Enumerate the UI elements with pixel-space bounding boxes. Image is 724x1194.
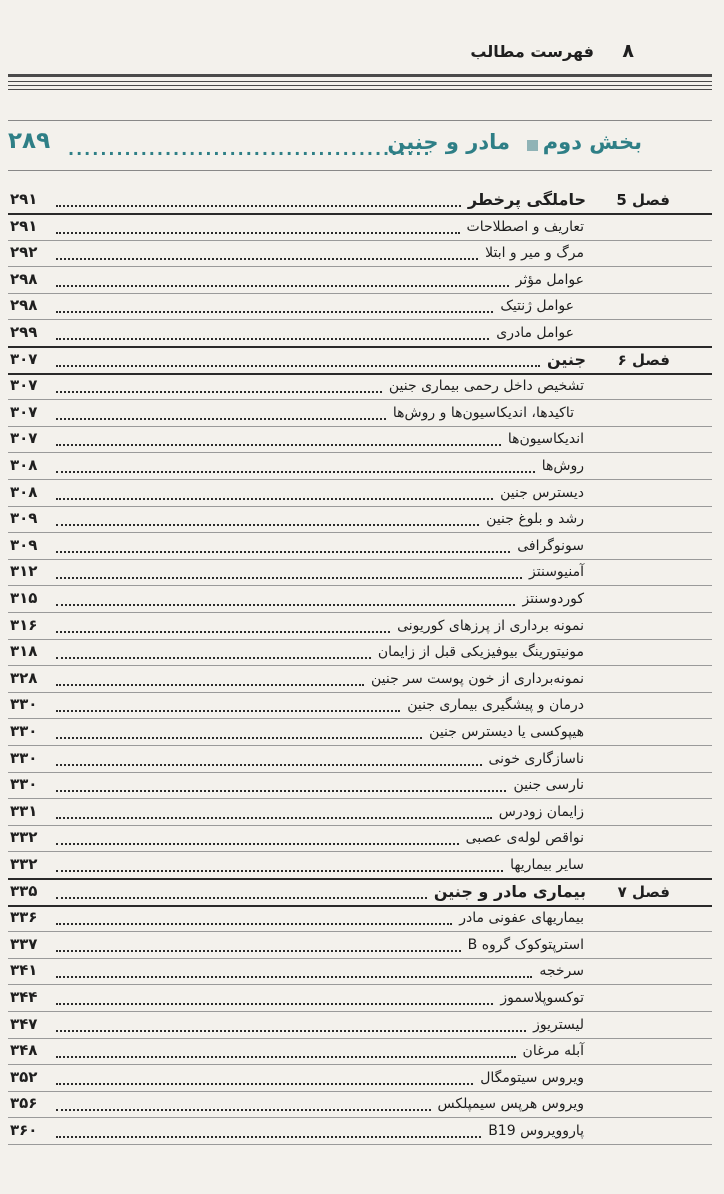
entry-page-number: ۳۰۸ [10,483,38,501]
row-divider [8,1117,712,1118]
dot-leader [56,203,461,207]
toc-entry[interactable] [0,773,724,799]
entry-title: آمنیوسنتز [526,564,584,580]
dot-leader [56,283,509,287]
row-divider [8,984,712,985]
entry-title: جنین [544,350,586,369]
header-rule-thin-2 [8,85,712,86]
dot-leader [56,336,489,340]
entry-page-number: ۳۴۸ [10,1041,38,1059]
row-divider [8,452,712,453]
entry-title: مرگ و میر و ابتلا [482,245,584,261]
toc-entry[interactable] [0,826,724,852]
page-number: ۸ [622,40,634,62]
entry-page-number: ۳۴۴ [10,988,38,1006]
running-head-title: فهرست مطالب [470,42,594,61]
dot-leader [56,522,479,526]
header-rule-thick [8,74,712,77]
dot-leader [56,1134,481,1138]
entry-page-number: ۳۶۰ [10,1121,38,1139]
entry-page-number: ۳۳۲ [10,855,38,873]
section-title: مادر و جنین [387,130,510,154]
dot-leader [56,496,493,500]
entry-page-number: ۳۰۹ [10,509,38,527]
entry-page-number: ۳۴۷ [10,1015,38,1033]
chapter-number: فصل 5 [616,191,670,209]
entry-page-number: ۲۹۱ [10,190,38,208]
dot-leader [56,442,501,446]
section-label: بخش دوم [542,130,642,154]
toc-chapter-entry[interactable] [0,880,724,906]
dot-leader [56,602,515,606]
entry-title: زایمان زودرس [496,804,584,820]
toc-entry[interactable] [0,614,724,640]
entry-title: دیسترس جنین [497,485,584,501]
row-divider [8,665,712,666]
entry-title: استرپتوکوک گروه B [465,937,584,953]
row-divider [8,319,712,320]
dot-leader [56,469,535,473]
entry-page-number: ۳۳۰ [10,695,38,713]
entry-page-number: ۳۳۰ [10,722,38,740]
toc-entry[interactable] [0,853,724,879]
running-head [0,40,724,70]
entry-title: سایر بیماریها [507,857,584,873]
entry-page-number: ۳۵۲ [10,1068,38,1086]
toc-entry[interactable] [0,747,724,773]
toc-entry[interactable] [0,215,724,241]
entry-page-number: ۳۴۱ [10,961,38,979]
entry-page-number: ۳۳۷ [10,935,38,953]
toc-entry[interactable] [0,1119,724,1145]
entry-title: پاروویروس B19 [485,1123,584,1139]
section-dot-leader: ............................................. [68,140,432,159]
dot-leader [56,1001,493,1005]
entry-title: ناسازگاری خونی [486,751,584,767]
entry-page-number: ۳۳۵ [10,882,38,900]
toc-entry[interactable] [0,1013,724,1039]
toc-entry[interactable] [0,906,724,932]
row-divider [8,851,712,852]
dot-leader [56,762,482,766]
entry-page-number: ۳۳۰ [10,749,38,767]
entry-title: بیماری مادر و جنین [431,882,586,901]
row-divider [8,266,712,267]
dot-leader [56,682,364,686]
toc-entry[interactable] [0,427,724,453]
toc-chapter-entry[interactable] [0,188,724,214]
dot-leader [56,815,492,819]
chapter-number: فصل ۷ [617,883,670,901]
entry-title: عوامل ژنتیک [497,298,574,314]
entry-title: اندیکاسیون‌ها [505,431,584,447]
toc-entry[interactable] [0,693,724,719]
header-rule-thin-1 [8,81,712,82]
entry-page-number: ۲۹۹ [10,323,38,341]
toc-entry[interactable] [0,587,724,613]
row-divider [8,479,712,480]
toc-chapter-entry[interactable] [0,348,724,374]
row-divider [8,931,712,932]
square-bullet-icon [527,140,538,151]
toc-entry[interactable] [0,321,724,347]
toc-entry[interactable] [0,933,724,959]
row-divider [8,1064,712,1065]
row-divider [8,798,712,799]
entry-title: توکسوپلاسموز [497,990,584,1006]
entry-page-number: ۲۹۱ [10,217,38,235]
toc-entry[interactable] [0,1039,724,1065]
entry-title: تعاریف و اصطلاحات [464,219,584,235]
toc-entry[interactable] [0,1092,724,1118]
row-divider [8,718,712,719]
entry-title: ویروس هرپس سیمپلکس [435,1096,584,1112]
header-rule-thin-3 [8,89,712,90]
toc-entry[interactable] [0,374,724,400]
entry-title: رشد و بلوغ جنین [483,511,584,527]
entry-page-number: ۳۳۱ [10,802,38,820]
entry-page-number: ۳۳۲ [10,828,38,846]
entry-title: مونیتورینگ بیوفیزیکی قبل از زایمان [375,644,584,660]
toc-entry[interactable] [0,1066,724,1092]
toc-entry[interactable] [0,720,724,746]
section-rule-top [8,120,712,121]
dot-leader [56,735,422,739]
dot-leader [56,363,540,367]
section-heading[interactable] [0,126,724,166]
entry-page-number: ۳۱۸ [10,642,38,660]
entry-page-number: ۳۰۷ [10,376,38,394]
dot-leader [56,895,427,899]
dot-leader [56,841,459,845]
dot-leader [56,575,522,579]
toc-entry[interactable] [0,268,724,294]
entry-page-number: ۳۰۸ [10,456,38,474]
toc-entry[interactable] [0,667,724,693]
toc-entry[interactable] [0,640,724,666]
entry-title: سونوگرافی [514,538,584,554]
dot-leader [56,256,478,260]
dot-leader [56,549,510,553]
entry-title: درمان و پیشگیری بیماری جنین [404,697,584,713]
row-divider [8,745,712,746]
entry-page-number: ۲۹۲ [10,243,38,261]
entry-page-number: ۳۳۰ [10,775,38,793]
dot-leader [56,309,493,313]
dot-leader [56,948,461,952]
entry-title: تشخیص داخل رحمی بیماری جنین [386,378,584,394]
dot-leader [56,1107,431,1111]
toc-entry[interactable] [0,241,724,267]
toc-entry[interactable] [0,800,724,826]
entry-title: ویروس سیتومگال [477,1070,584,1086]
entry-title: لیستریوز [530,1017,584,1033]
toc-entry[interactable] [0,560,724,586]
toc-entry[interactable] [0,294,724,320]
entry-title: نارسی جنین [510,777,584,793]
dot-leader [56,629,390,633]
row-divider [8,1144,712,1145]
entry-page-number: ۳۰۷ [10,350,38,368]
entry-title: تاکیدها، اندیکاسیون‌ها و روش‌ها [390,405,574,421]
dot-leader [56,974,532,978]
entry-page-number: ۳۱۲ [10,562,38,580]
entry-title: نمونه برداری از پرزهای کوریونی [394,618,584,634]
row-divider [8,1011,712,1012]
entry-page-number: ۳۱۵ [10,589,38,607]
dot-leader [56,921,452,925]
toc-entry[interactable] [0,454,724,480]
row-divider [8,585,712,586]
entry-page-number: ۳۰۷ [10,403,38,421]
toc-entry[interactable] [0,507,724,533]
entry-page-number: ۲۹۸ [10,296,38,314]
row-divider [8,399,712,400]
dot-leader [56,788,506,792]
dot-leader [56,708,400,712]
dot-leader [56,868,503,872]
entry-page-number: ۲۹۸ [10,270,38,288]
entry-title: کوردوسنتز [519,591,584,607]
entry-title: حاملگی پرخطر [465,190,586,209]
entry-title: نواقص لوله‌ی عصبی [463,830,584,846]
section-rule-bottom [8,170,712,171]
dot-leader [56,1028,526,1032]
dot-leader [56,1054,516,1058]
entry-title: سرخجه [536,963,584,979]
entry-title: آبله مرغان [520,1043,584,1059]
chapter-number: فصل ۶ [617,351,670,369]
entry-page-number: ۳۰۷ [10,429,38,447]
entry-page-number: ۳۵۶ [10,1094,38,1112]
dot-leader [56,389,382,393]
toc-entry[interactable] [0,481,724,507]
dot-leader [56,1081,473,1085]
entry-title: روش‌ها [539,458,584,474]
toc-entry[interactable] [0,986,724,1012]
dot-leader [56,655,371,659]
dot-leader [56,416,386,420]
toc-entry[interactable] [0,401,724,427]
entry-title: بیماریهای عفونی مادر [456,910,584,926]
entry-page-number: ۳۱۶ [10,616,38,634]
row-divider [8,612,712,613]
toc-entry[interactable] [0,959,724,985]
row-divider [8,532,712,533]
entry-title: نمونه‌برداری از خون پوست سر جنین [368,671,584,687]
entry-page-number: ۳۳۶ [10,908,38,926]
section-page-number: ۲۸۹ [8,128,51,154]
toc-entry[interactable] [0,534,724,560]
entry-title: هیپوکسی یا دیسترس جنین [426,724,584,740]
dot-leader [56,230,460,234]
entry-page-number: ۳۰۹ [10,536,38,554]
entry-page-number: ۳۲۸ [10,669,38,687]
entry-title: عوامل مادری [493,325,574,341]
entry-title: عوامل مؤثر [513,272,584,288]
